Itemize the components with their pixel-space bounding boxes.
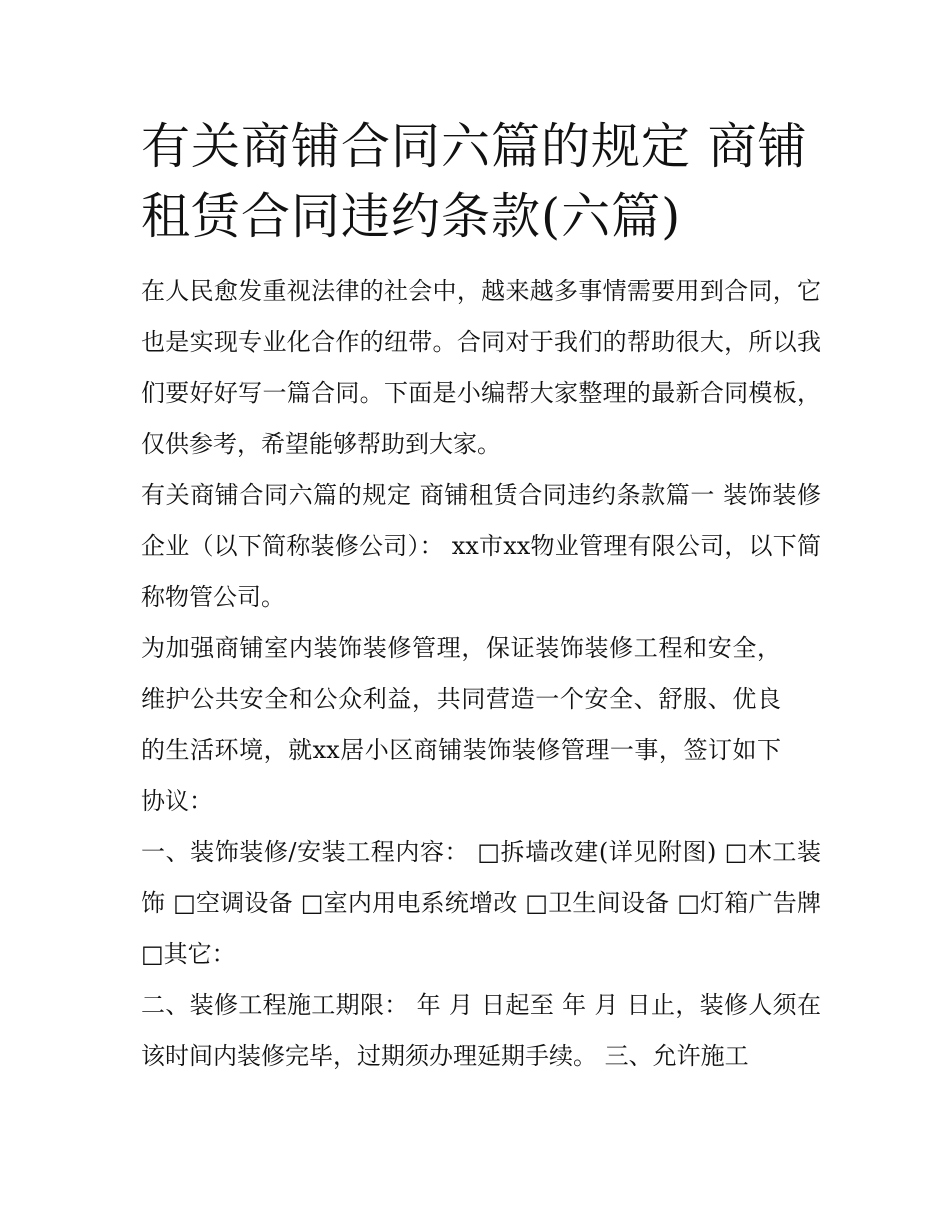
document-page	[141, 112, 821, 1082]
parties-paragraph: 有关商铺合同六篇的规定 商铺租赁合同违约条款篇一 装饰装修企业（以下简称装修公司）： xx市xx物业管理有限公司，以下简称物管公司。	[141, 481, 821, 611]
purpose-paragraph: 为加强商铺室内装饰装修管理，保证装饰装修工程和安全，维护公共安全和公众利益，共同营造一个安全、舒服、优良的生活环境，就xx居小区商铺装饰装修管理一事，签订如下协议：	[141, 634, 781, 815]
document-title: 有关商铺合同六篇的规定 商铺租赁合同违约条款(六篇)	[141, 118, 808, 245]
clause-one-paragraph: 一、装饰装修/安装工程内容： □拆墙改建(详见附图) □木工装饰 □空调设备 □室内用电系统增改 □卫生间设备 □灯箱广告牌 □其它：	[141, 838, 821, 968]
document-body	[141, 266, 821, 1082]
clause-two-paragraph: 二、装修工程施工期限： 年 月 日起至 年 月 日止，装修人须在该时间内装修完毕，过期须办理延期手续。 三、允许施工	[141, 991, 821, 1070]
intro-paragraph: 在人民愈发重视法律的社会中，越来越多事情需要用到合同，它也是实现专业化合作的纽带。合同对于我们的帮助很大，所以我们要好好写一篇合同。下面是小编帮大家整理的最新合同模板，仅供参考，希望能够帮助到大家。	[141, 277, 821, 458]
